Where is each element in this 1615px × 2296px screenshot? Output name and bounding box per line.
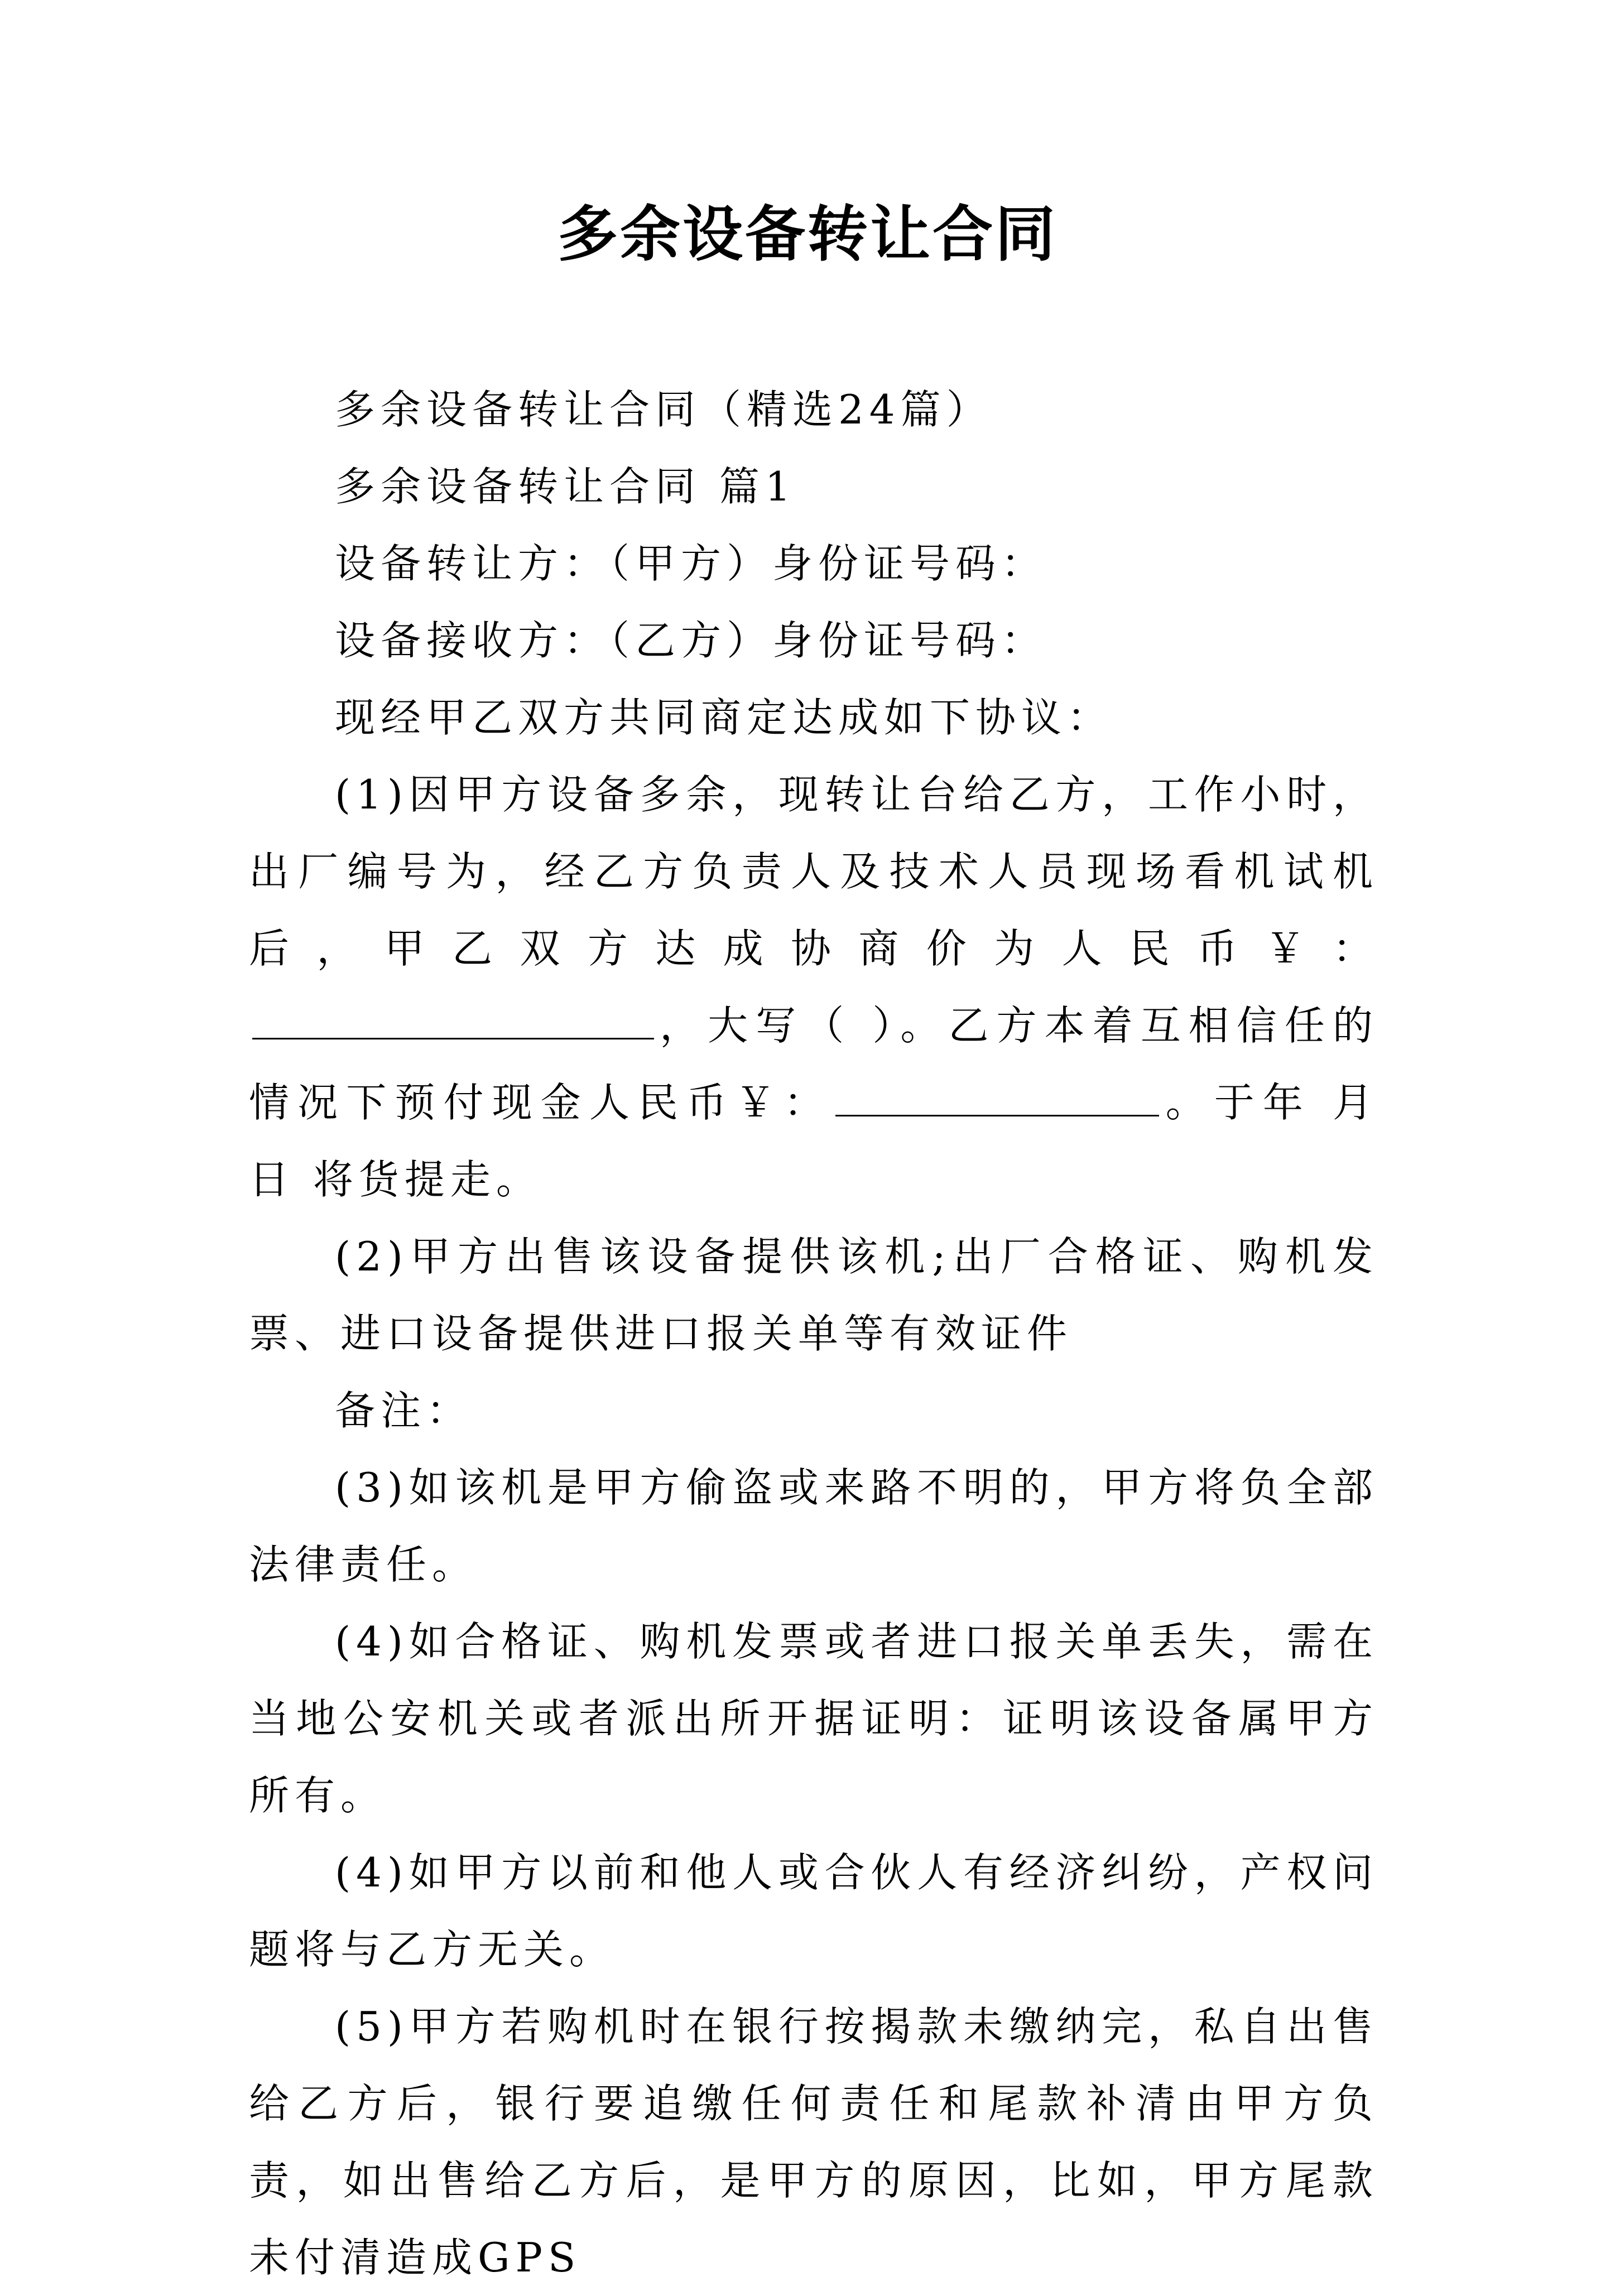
- document-title: 多余设备转让合同: [557, 199, 1058, 269]
- paragraph-clause-3: (3)如该机是甲方偷盗或来路不明的，甲方将负全部法律责任。: [249, 1464, 1378, 1588]
- paragraph-clause-5: (5)甲方若购机时在银行按揭款未缴纳完，私自出售给乙方后，银行要追缴任何责任和尾款补清由甲方负责，如出售给乙方后，是甲方的原因，比如，甲方尾款未付清造成GPS: [249, 2003, 1378, 2281]
- paragraph-clause-1: [249, 756, 1378, 1218]
- prepayment-blank-line: [835, 1075, 1159, 1116]
- clause-1-text-c: 。于年 月 日 将货提走。: [249, 1079, 1378, 1203]
- document-body: [249, 371, 1378, 2296]
- clause-1-text-b: ，大写（ ）。乙方本着互相信任的情况下预付现金人民币￥：: [249, 1002, 1378, 1126]
- paragraph-agreement-intro: 现经甲乙双方共同商定达成如下协议：: [335, 694, 1113, 741]
- paragraph-clause-4b: (4)如甲方以前和他人或合伙人有经济纠纷，产权问题将与乙方无关。: [249, 1849, 1378, 1973]
- paragraph-remark: 备注：: [335, 1387, 473, 1434]
- paragraph-subtitle: 多余设备转让合同（精选24篇）: [335, 386, 992, 433]
- paragraph-clause-4a: (4)如合格证、购机发票或者进口报关单丢失，需在当地公安机关或者派出所开据证明：证明该设备属甲方所有。: [249, 1618, 1378, 1819]
- paragraph-transferor: 设备转让方：（甲方）身份证号码：: [335, 540, 1047, 587]
- paragraph-transferee: 设备接收方：（乙方）身份证号码：: [335, 617, 1047, 664]
- price-blank-line: [252, 998, 654, 1039]
- paragraph-clause-2: (2)甲方出售该设备提供该机;出厂合格证、购机发票、进口设备提供进口报关单等有效证件: [249, 1233, 1378, 1357]
- paragraph-section-heading: 多余设备转让合同 篇1: [335, 463, 796, 510]
- clause-1-text-a: (1)因甲方设备多余，现转让台给乙方，工作小时，出厂编号为，经乙方负责人及技术人员现场看机试机后，甲乙双方达成协商价为人民币￥：: [249, 771, 1378, 972]
